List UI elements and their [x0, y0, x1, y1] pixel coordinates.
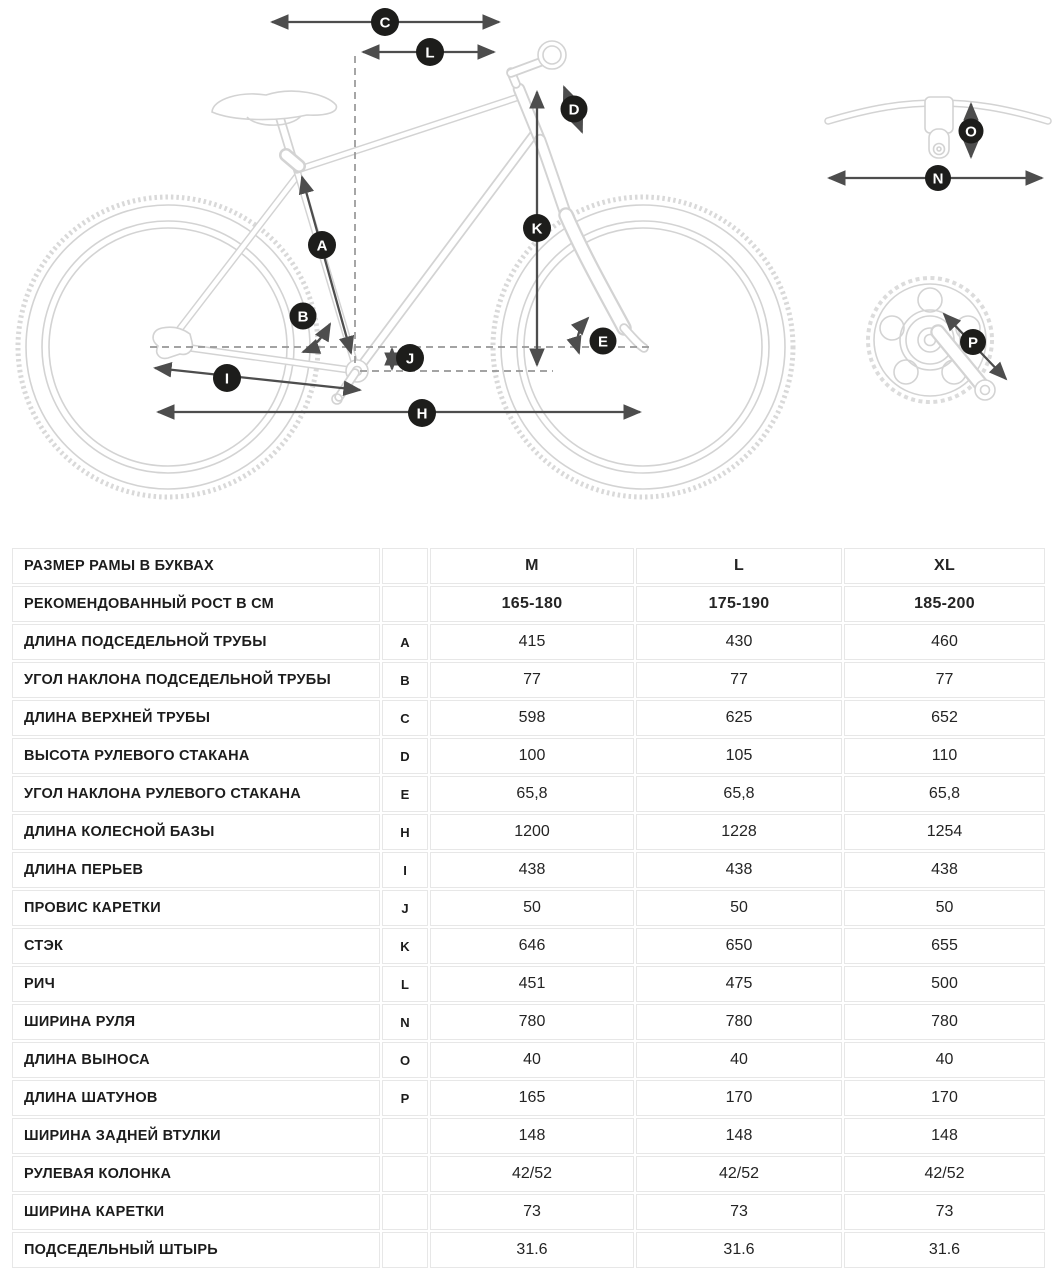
row-label: РИЧ	[12, 966, 380, 1002]
row-label: ПРОВИС КАРЕТКИ	[12, 890, 380, 926]
saddle	[212, 91, 336, 119]
handlebar-top-view	[828, 97, 1048, 158]
row-value-m: 40	[430, 1042, 634, 1078]
row-value-m: 451	[430, 966, 634, 1002]
badge-O	[959, 119, 984, 144]
table-row	[12, 624, 1045, 660]
table-row	[12, 738, 1045, 774]
svg-text:D: D	[568, 101, 580, 119]
row-value-l: 430	[636, 624, 842, 660]
row-value-m: 598	[430, 700, 634, 736]
row-value-m: 415	[430, 624, 634, 660]
row-label: РЕКОМЕНДОВАННЫЙ РОСТ В СМ	[12, 586, 380, 622]
table-row	[12, 890, 1045, 926]
svg-text:B: B	[297, 308, 309, 326]
row-value-xl: 40	[844, 1042, 1045, 1078]
row-letter	[382, 1118, 428, 1154]
svg-text:N: N	[932, 170, 944, 188]
row-letter: A	[382, 624, 428, 660]
row-value-l: 105	[636, 738, 842, 774]
row-letter: C	[382, 700, 428, 736]
table-row	[12, 586, 1045, 622]
row-label: РУЛЕВАЯ КОЛОНКА	[12, 1156, 380, 1192]
svg-text:K: K	[531, 220, 543, 238]
row-letter: L	[382, 966, 428, 1002]
table-row	[12, 776, 1045, 812]
svg-text:L: L	[425, 44, 435, 62]
row-value-l: 50	[636, 890, 842, 926]
row-value-xl: 31.6	[844, 1232, 1045, 1268]
row-value-xl: 42/52	[844, 1156, 1045, 1192]
geometry-table	[10, 546, 1047, 1270]
table-row	[12, 700, 1045, 736]
row-value-m: 65,8	[430, 776, 634, 812]
row-letter: I	[382, 852, 428, 888]
row-label: ШИРИНА КАРЕТКИ	[12, 1194, 380, 1230]
row-label: ШИРИНА РУЛЯ	[12, 1004, 380, 1040]
row-value-l: 31.6	[636, 1232, 842, 1268]
arrow-I	[155, 368, 360, 390]
row-value-l: 77	[636, 662, 842, 698]
row-letter: B	[382, 662, 428, 698]
row-letter	[382, 548, 428, 584]
row-value-l: 1228	[636, 814, 842, 850]
row-label: СТЭК	[12, 928, 380, 964]
row-letter	[382, 1232, 428, 1268]
table-row	[12, 1118, 1045, 1154]
table-row	[12, 1194, 1045, 1230]
row-value-l: 175-190	[636, 586, 842, 622]
row-value-xl: 65,8	[844, 776, 1045, 812]
row-label: УГОЛ НАКЛОНА ПОДСЕДЕЛЬНОЙ ТРУБЫ	[12, 662, 380, 698]
row-value-m: 780	[430, 1004, 634, 1040]
row-label: ДЛИНА ПОДСЕДЕЛЬНОЙ ТРУБЫ	[12, 624, 380, 660]
row-value-l: 438	[636, 852, 842, 888]
row-value-l: 73	[636, 1194, 842, 1230]
row-value-m: 165-180	[430, 586, 634, 622]
svg-text:E: E	[597, 333, 609, 351]
row-value-l: 650	[636, 928, 842, 964]
row-label: УГОЛ НАКЛОНА РУЛЕВОГО СТАКАНА	[12, 776, 380, 812]
row-value-xl: 110	[844, 738, 1045, 774]
table-row	[12, 852, 1045, 888]
row-value-xl: 1254	[844, 814, 1045, 850]
row-value-m: 42/52	[430, 1156, 634, 1192]
table-row	[12, 662, 1045, 698]
table-row	[12, 548, 1045, 584]
row-letter: J	[382, 890, 428, 926]
svg-text:A: A	[316, 237, 328, 255]
row-label: ДЛИНА КОЛЕСНОЙ БАЗЫ	[12, 814, 380, 850]
row-label: ВЫСОТА РУЛЕВОГО СТАКАНА	[12, 738, 380, 774]
row-value-xl: 148	[844, 1118, 1045, 1154]
row-value-l: 170	[636, 1080, 842, 1116]
row-letter: D	[382, 738, 428, 774]
badge-L	[416, 38, 444, 66]
row-letter: E	[382, 776, 428, 812]
row-label: ДЛИНА ШАТУНОВ	[12, 1080, 380, 1116]
row-value-xl: 500	[844, 966, 1045, 1002]
row-letter: O	[382, 1042, 428, 1078]
row-value-m: 50	[430, 890, 634, 926]
row-letter: N	[382, 1004, 428, 1040]
svg-text:I: I	[224, 370, 230, 388]
table-row	[12, 966, 1045, 1002]
row-value-m: 646	[430, 928, 634, 964]
row-value-l: L	[636, 548, 842, 584]
badge-P	[960, 329, 986, 355]
row-letter: P	[382, 1080, 428, 1116]
badge-B	[290, 303, 317, 330]
row-value-l: 148	[636, 1118, 842, 1154]
row-letter	[382, 1156, 428, 1192]
row-value-xl: 438	[844, 852, 1045, 888]
svg-text:C: C	[379, 14, 391, 32]
row-label: ДЛИНА ПЕРЬЕВ	[12, 852, 380, 888]
table-row	[12, 814, 1045, 850]
row-value-l: 475	[636, 966, 842, 1002]
svg-text:P: P	[967, 334, 979, 352]
row-value-l: 65,8	[636, 776, 842, 812]
row-letter: K	[382, 928, 428, 964]
row-value-m: 77	[430, 662, 634, 698]
geometry-table-body	[12, 548, 1045, 1268]
row-label: ПОДСЕДЕЛЬНЫЙ ШТЫРЬ	[12, 1232, 380, 1268]
badge-J	[396, 344, 424, 372]
row-value-xl: XL	[844, 548, 1045, 584]
row-value-l: 42/52	[636, 1156, 842, 1192]
table-row	[12, 1004, 1045, 1040]
row-label: ДЛИНА ВЕРХНЕЙ ТРУБЫ	[12, 700, 380, 736]
badge-H	[408, 399, 436, 427]
row-value-m: 31.6	[430, 1232, 634, 1268]
svg-text:J: J	[405, 350, 415, 368]
badge-A	[308, 231, 336, 259]
table-row	[12, 1080, 1045, 1116]
svg-text:H: H	[416, 405, 428, 423]
row-value-l: 780	[636, 1004, 842, 1040]
badge-K	[523, 214, 551, 242]
badge-D	[561, 96, 588, 123]
rear-dropout	[153, 327, 192, 358]
row-value-xl: 77	[844, 662, 1045, 698]
row-label: ШИРИНА ЗАДНЕЙ ВТУЛКИ	[12, 1118, 380, 1154]
row-value-xl: 780	[844, 1004, 1045, 1040]
row-value-xl: 73	[844, 1194, 1045, 1230]
row-value-m: 100	[430, 738, 634, 774]
row-value-xl: 655	[844, 928, 1045, 964]
bike-geometry-svg	[0, 0, 1059, 546]
table-row	[12, 1232, 1045, 1268]
row-value-l: 40	[636, 1042, 842, 1078]
badge-C	[371, 8, 399, 36]
bike-geometry-diagram	[0, 0, 1059, 546]
table-row	[12, 928, 1045, 964]
bike-frame	[153, 41, 644, 404]
table-row	[12, 1156, 1045, 1192]
row-value-m: 438	[430, 852, 634, 888]
row-value-m: 73	[430, 1194, 634, 1230]
row-value-xl: 460	[844, 624, 1045, 660]
table-row	[12, 1042, 1045, 1078]
row-value-m: 1200	[430, 814, 634, 850]
badge-N	[925, 165, 951, 191]
badge-E	[590, 328, 617, 355]
row-value-xl: 170	[844, 1080, 1045, 1116]
row-value-m: 148	[430, 1118, 634, 1154]
row-value-xl: 652	[844, 700, 1045, 736]
row-value-l: 625	[636, 700, 842, 736]
badge-I	[213, 364, 241, 392]
row-label: ДЛИНА ВЫНОСА	[12, 1042, 380, 1078]
row-letter	[382, 1194, 428, 1230]
row-letter: H	[382, 814, 428, 850]
row-value-xl: 50	[844, 890, 1045, 926]
row-label: РАЗМЕР РАМЫ В БУКВАХ	[12, 548, 380, 584]
svg-text:O: O	[965, 123, 977, 141]
row-letter	[382, 586, 428, 622]
row-value-m: 165	[430, 1080, 634, 1116]
row-value-m: M	[430, 548, 634, 584]
row-value-xl: 185-200	[844, 586, 1045, 622]
